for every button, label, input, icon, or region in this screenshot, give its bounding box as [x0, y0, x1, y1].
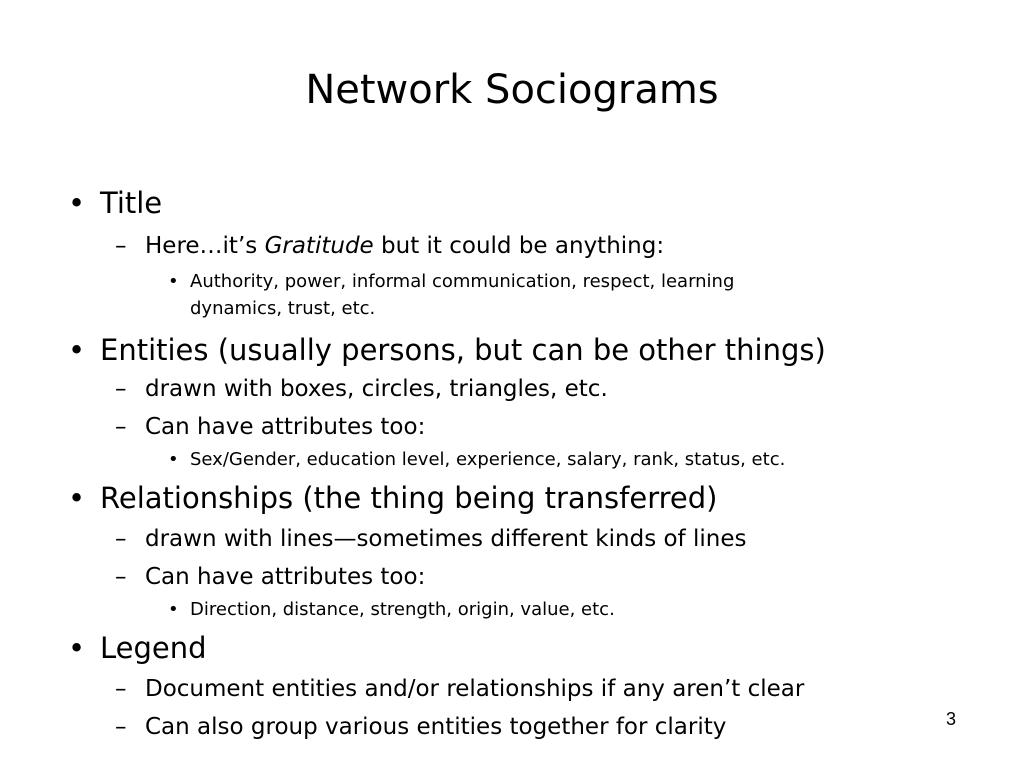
sub-entities-attributes: Can have attributes too:: [145, 414, 426, 440]
page-number: 3: [946, 709, 957, 729]
dash-marker: –: [115, 414, 127, 440]
dash-marker: –: [115, 233, 127, 259]
bullet-marker: •: [68, 481, 86, 515]
sub-relationships-attributes: Can have attributes too:: [145, 564, 426, 590]
dot-marker: •: [168, 271, 179, 292]
sub-gratitude-post: but it could be anything:: [373, 233, 665, 259]
bullet-title: Title: [100, 186, 163, 220]
detail-authority-2: dynamics, trust, etc.: [190, 298, 376, 319]
sub-relationships-drawn: drawn with lines—sometimes different kinds of lines: [145, 526, 747, 552]
bullet-relationships: Relationships (the thing being transferred): [100, 481, 718, 515]
bullet-marker: •: [68, 186, 86, 220]
sub-entities-drawn: drawn with boxes, circles, triangles, etc.: [145, 376, 608, 402]
dot-marker: •: [168, 449, 179, 470]
bullet-legend: Legend: [100, 631, 207, 665]
bullet-marker: •: [68, 333, 86, 367]
dash-marker: –: [115, 714, 127, 740]
dot-marker: •: [168, 599, 179, 620]
detail-entities: Sex/Gender, education level, experience, salary, rank, status, etc.: [190, 449, 786, 470]
slide-title: Network Sociograms: [305, 67, 719, 113]
sub-legend-document: Document entities and/or relationships if any aren’t clear: [145, 676, 805, 702]
sub-gratitude-em: Gratitude: [264, 233, 374, 259]
bullet-marker: •: [68, 631, 86, 665]
dash-marker: –: [115, 676, 127, 702]
dash-marker: –: [115, 376, 127, 402]
detail-relationships: Direction, distance, strength, origin, value, etc.: [190, 599, 615, 620]
dash-marker: –: [115, 526, 127, 552]
bullet-entities: Entities (usually persons, but can be other things): [100, 333, 826, 367]
sub-legend-group: Can also group various entities together for clarity: [145, 714, 727, 740]
sub-gratitude-pre: Here…it’s: [145, 233, 265, 259]
sub-gratitude: [145, 231, 664, 261]
detail-authority-1: Authority, power, informal communication, respect, learning: [190, 271, 735, 292]
dash-marker: –: [115, 564, 127, 590]
